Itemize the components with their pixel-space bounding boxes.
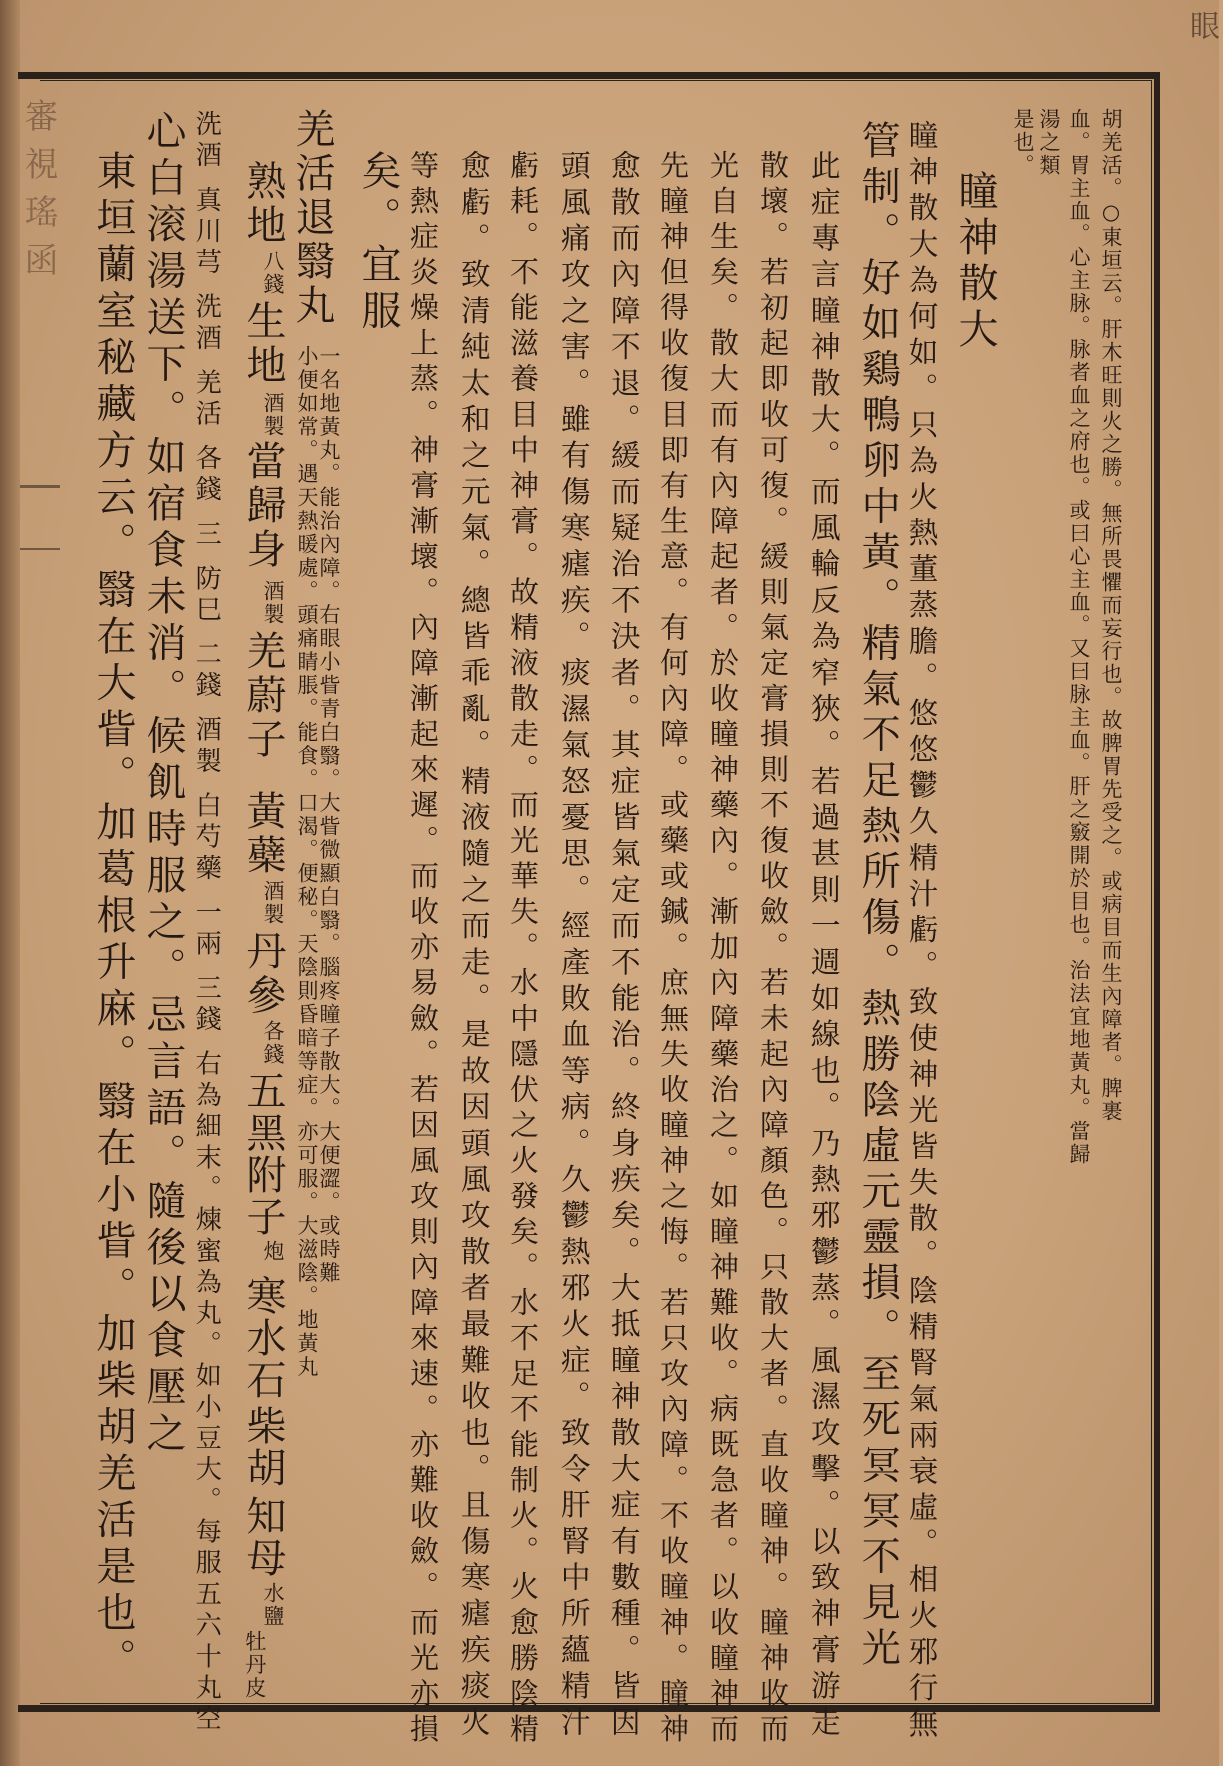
text-column-10: 矣。宜服	[355, 150, 401, 336]
note-column-3: 湯之類	[1037, 108, 1061, 177]
ingredient-danshen: 丹參	[240, 930, 286, 1018]
next-page-margin-text: 眼	[1184, 10, 1219, 48]
ingredient-chaihu: 柴胡	[240, 1405, 286, 1489]
formula-column-2: 洗酒 真川芎 洗酒 羌活 各錢 三 防巳 二錢 酒製 白芍藥 一兩 三錢 右為細末。煉蜜為丸。如小豆大。每服五六十丸空	[191, 110, 222, 1736]
ingredient-mudanpi: 牡丹皮	[241, 1630, 267, 1701]
text-column-6: 頭風痛攻之害。雖有傷寒瘧疾。痰濕氣怒憂思。經產敗血等病。久鬱熱邪火症。致令肝腎中所蘊精汁	[555, 150, 591, 1743]
previous-page-margin-text: 審視瑤函	[18, 98, 58, 290]
ingredient-huangbo: 黃蘗	[240, 790, 286, 878]
text-column-7: 虧耗。不能滋養目中神膏。故精液散走。而光華失。水中隱伏之火發矣。水不足不能制火。火愈勝陰精	[506, 150, 541, 1749]
text-column-3: 光自生矣。散大而有內障起者。於收瞳神藥內。漸加內障藥治之。如瞳神難收。病既急者。以收瞳神而	[706, 150, 741, 1749]
formula-name: 羌活退翳丸	[289, 108, 335, 328]
ingredient-danggui-note: 酒製	[261, 580, 285, 626]
ingredient-zhimu-note: 水鹽	[261, 1582, 285, 1628]
text-column-9: 等熱症炎燥上蒸。神膏漸壞。內障漸起來遲。而收亦易斂。若因風攻則內障來速。亦難收斂。而光亦損	[406, 150, 441, 1749]
ingredient-shudi-dose: 八錢	[261, 250, 285, 296]
ingredient-shudi: 熟地	[240, 160, 286, 248]
ingredient-zhimu: 知母	[240, 1495, 286, 1579]
ingredient-danshen-note: 各錢	[261, 1020, 285, 1066]
note-column-2: 血。胃主血。心主脉。脉者血之府也。或曰心主血。又曰脉主血。肝之竅開於目也。治法宜地黃丸。當歸	[1067, 108, 1091, 1166]
next-page-edge	[1163, 0, 1219, 1766]
ingredient-chongweizi: 羌蔚子	[240, 630, 286, 762]
ingredient-danggui: 當歸身	[240, 440, 286, 572]
formula-column-3: 心白滚湯送下。如宿食未消。候飢時服之。忌言語。隨後以食壓之	[140, 110, 186, 1459]
note-column-4: 是也。	[1011, 108, 1035, 177]
formula-column-4: 東垣蘭室秘藏方云。翳在大眥。加葛根升麻。翳在小眥。加柴胡羌活是也。	[90, 150, 136, 1685]
verse-column-2: 管制。好如鷄鴨卵中黃。精氣不足熱所傷。熱勝陰虛元靈損。至死冥冥不見光	[855, 120, 901, 1673]
ingredient-hanshuishi: 寒水石	[240, 1275, 286, 1401]
text-column-8: 愈虧。致清純太和之元氣。總皆乖亂。精液隨之而走。是故因頭風攻散者最難收也。且傷寒瘧疾痰火	[455, 150, 491, 1743]
ingredient-shengdi: 生地	[240, 300, 286, 388]
text-column-4: 先瞳神但得收復目即有生意。有何內障。或藥或鍼。庶無失收瞳神之悔。若只攻內障。不收瞳神。瞳神	[656, 150, 691, 1749]
ingredient-fuzi-note: 炮	[261, 1240, 285, 1263]
text-column-2: 散壞。若初起即收可復。緩則氣定膏損則不復收斂。若未起內障顏色。只散大者。直收瞳神。瞳神收而	[756, 150, 791, 1749]
section-heading: 瞳神散大	[952, 170, 998, 354]
formula-note-left: 小便如常。遇天熱暖處。頭痛睛脹。能食。口渴。便秘。天陰則昏暗等症。亦可服。大滋陰。地黃丸	[295, 345, 319, 1379]
text-column-5: 愈散而內障不退。緩而疑治不決者。其症皆氣定而不能治。終身疾矣。大抵瞳神散大症有數種。皆因	[605, 150, 641, 1743]
note-column-1: 胡羌活。○東垣云。肝木旺則火之勝。無所畏懼而妄行也。故脾胃先受之。或病目而生內障者。脾裹	[1099, 108, 1123, 1123]
ingredient-huangbo-note: 酒製	[261, 880, 285, 926]
text-column-1: 此症專言瞳神散大。而風輪反為窄狹。若過甚則一週如線也。乃熱邪鬱蒸。風濕攻擊。以致神膏游走	[805, 150, 841, 1743]
formula-note-right: 一名地黃丸。能治內障。右眼小眥青白翳。大眥微顯白翳。腦疼瞳子散大。大便澀。或時難	[317, 345, 341, 1285]
verse-column-1: 瞳神散大為何如。只為火熱董蒸膽。悠悠鬱久精汁虧。致使神光皆失散。陰精腎氣兩衰虛。相火邪行無	[904, 120, 939, 1745]
ingredient-shengdi-note: 酒製	[261, 392, 285, 438]
ingredient-fuzi: 五黑附子	[240, 1070, 286, 1238]
